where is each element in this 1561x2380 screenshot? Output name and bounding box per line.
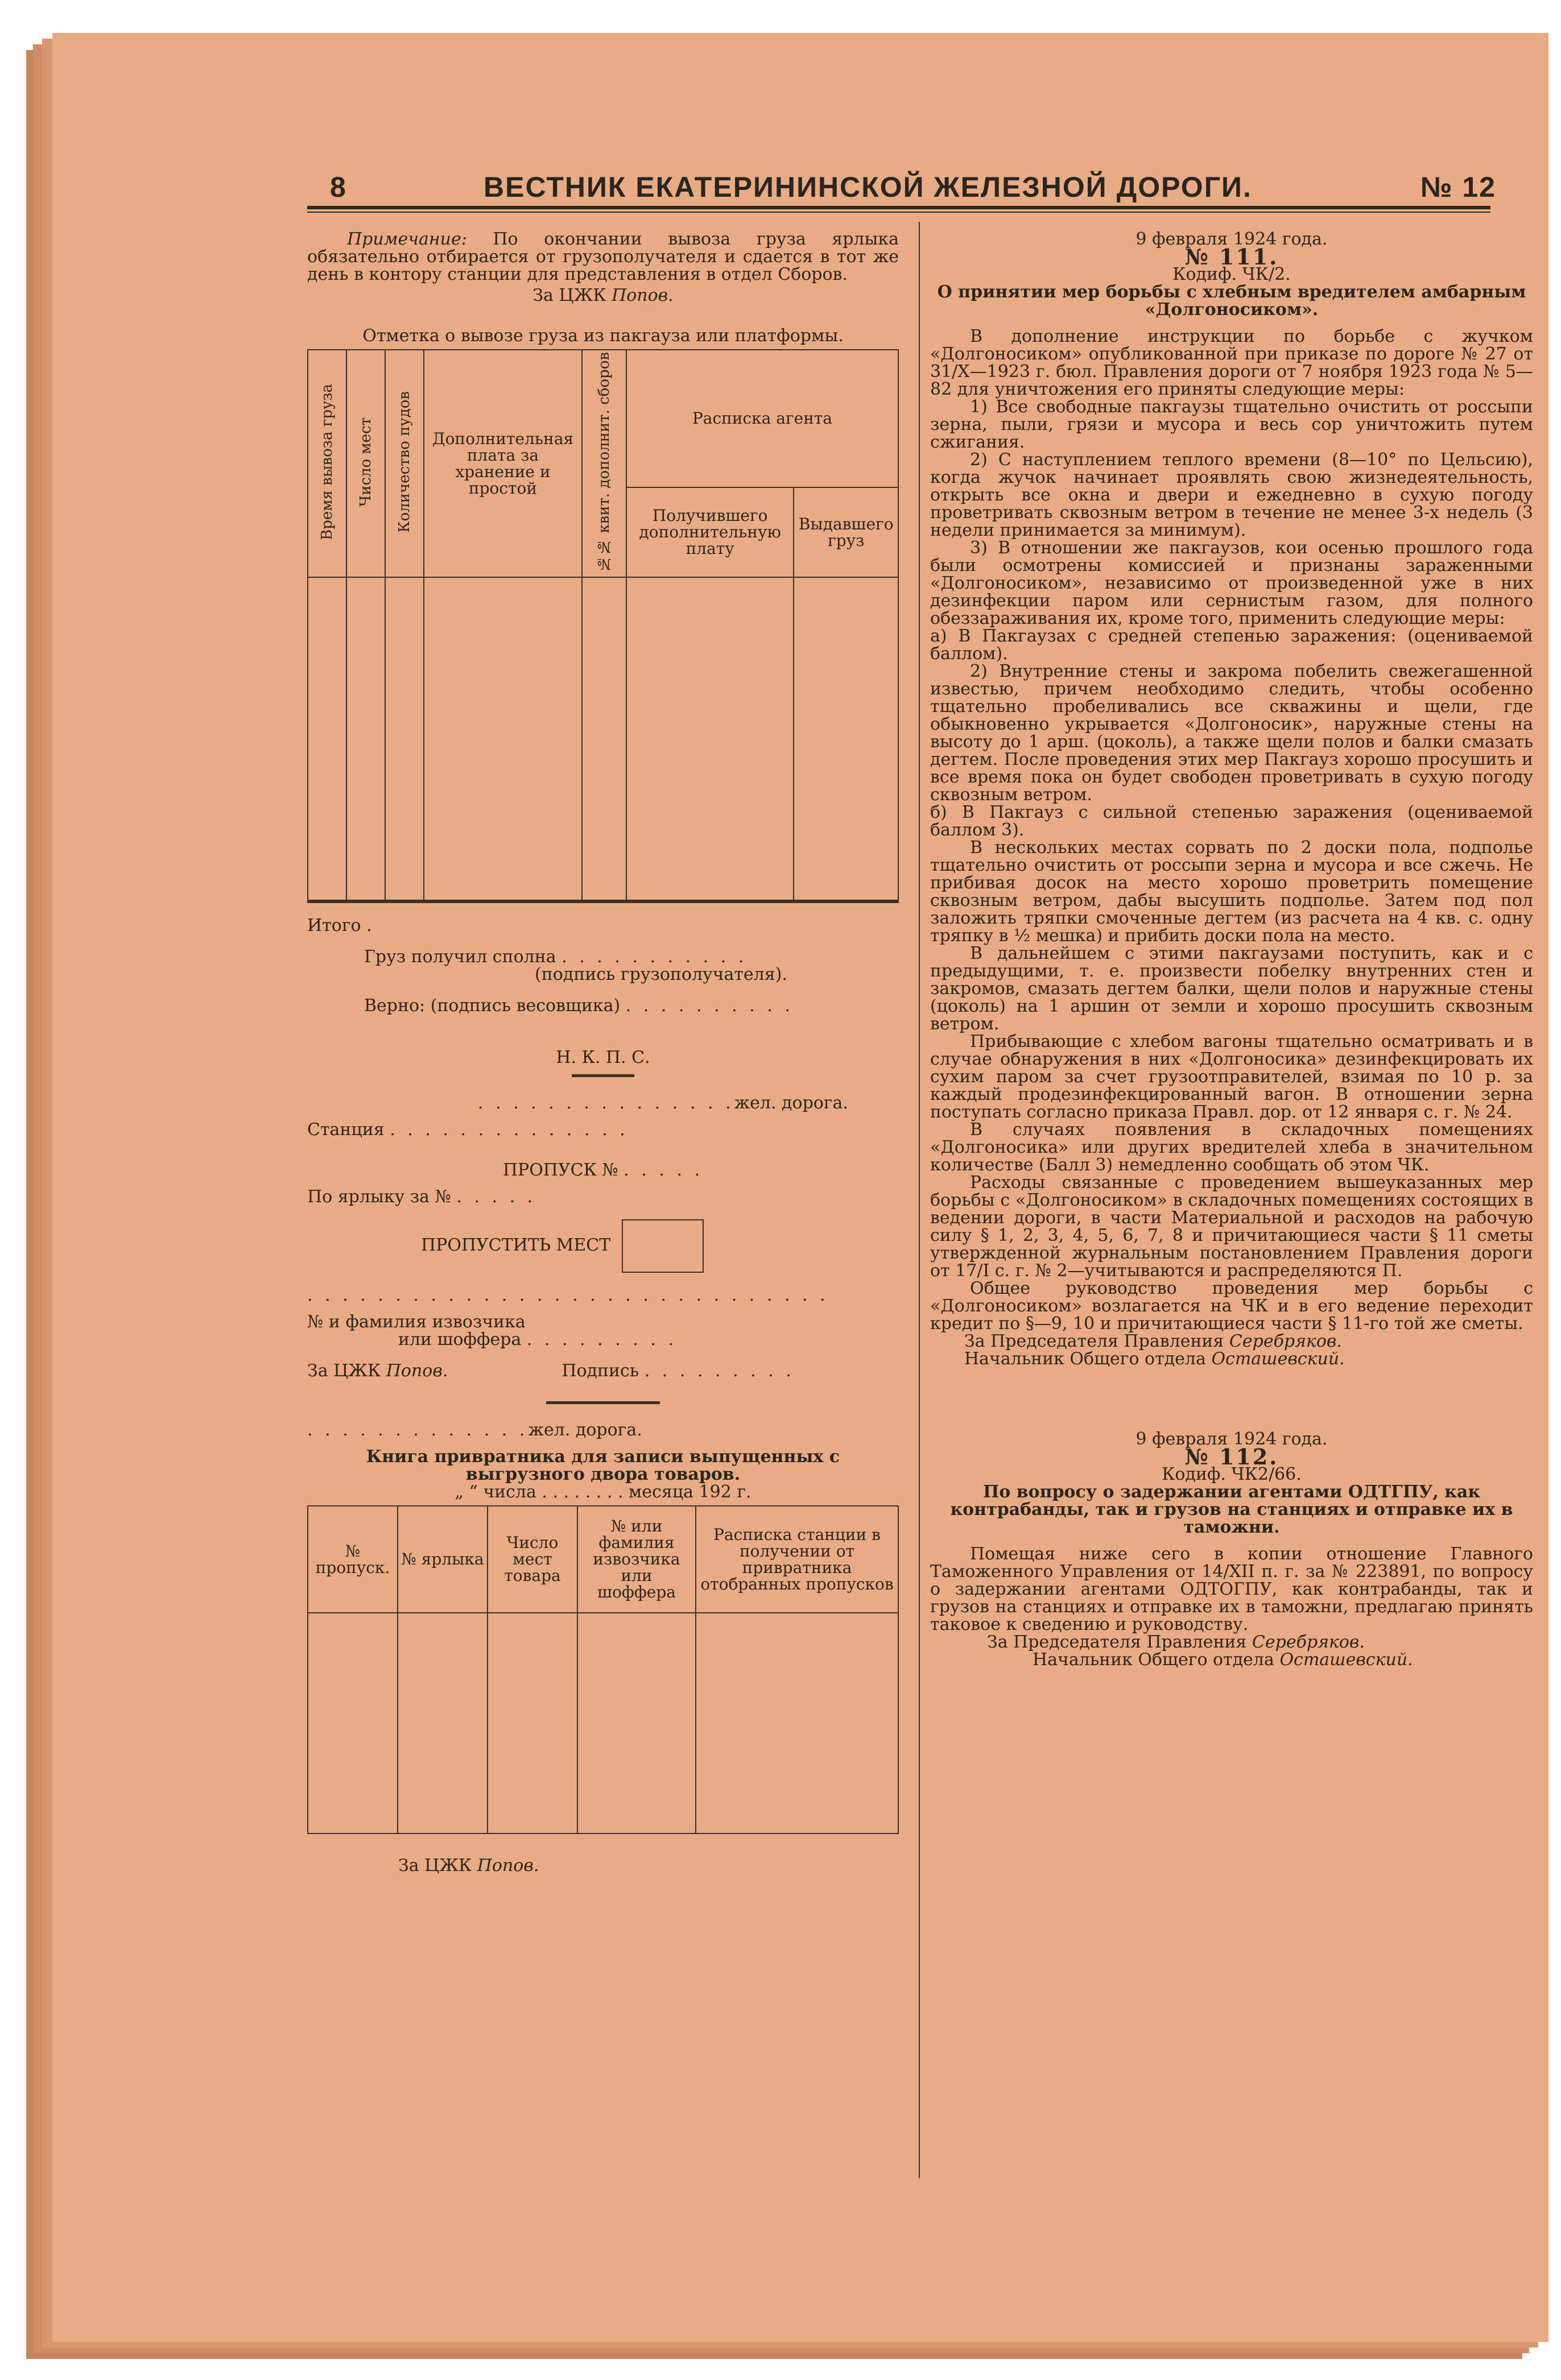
table2-col-station-receipt: Расписка станции в получении от привратника отобранных пропусков [696,1506,898,1613]
verno-text: Верно: (подпись весовщика) [364,995,621,1016]
table1-col-receipts: №№ квит. дополнит. сборов [595,352,613,572]
order-111-signature-1 [930,1332,1533,1350]
order-111-paragraph: В нескольких местах сорвать по 2 доски пола, подполье тщательно очистить от россыпи зерна и мусора и все сжечь. Не прибивая досок на место хорошо проветрить помещение сквозным ветром, дабы высушить подполье. Затем под пол заложить тряпки смоченные дегтем (из расчета на 4 кв. с. одну тряпку в ½ мешка) и прибить доски пола на место. [930,838,1533,946]
table1-col-extra-fee: Дополнительная плата за хранение и простой [424,350,582,577]
order-111-paragraph: Расходы связанные с проведением вышеуказанных мер борьбы с «Долгоносиком» в складочных помещениях состоящих в ведении дороги, в части Материальной и расходов на рабочую силу § 1, 2, 3, 4, 5, 6, 7, 8 и причитающиеся части § 11 сметы утвержденной журнальным постановлением Правления дороги от 17/I с. г. № 2—учитываются и распределяются П. [930,1173,1533,1281]
signature-name: Попов. [386,1360,448,1381]
table-row [308,1613,898,1833]
carter-line-2: или шоффера . . . . . . . . . [398,1329,678,1350]
railway-text-2: жел. дорога. [528,1419,642,1440]
railway-line: . . . . . . . . . . . . . . .жел. дорога. [478,1092,848,1113]
column-divider [919,222,920,2178]
table1-title: Отметка о вывозе груза из пакгауза или платформы. [362,326,844,346]
note-text: По окончании вывоза груза ярлыка обязательно отбирается от грузополучателя и сдается в тот же день в контору станции для представления в отдел Сборов. [307,229,899,284]
signature-prefix: Начальник Общего отдела [964,1349,1206,1369]
note-label: Примечание: [347,229,467,249]
header-rule [307,206,1490,213]
table1-col-issued-cargo: Выдавшего груз [794,487,898,577]
nkps-heading: Н. К. П. С. [556,1047,650,1067]
order-112-number: № 112. [1184,1444,1279,1470]
verno-line: Верно: (подпись весовщика) . . . . . . . . . . [364,995,794,1016]
order-111-codif: Кодиф. ЧК/2. [1172,264,1291,284]
order-111-paragraph: В дополнение инструкции по борьбе с жучком «Долгоносиком» опубликованной при приказе по дороге № 27 от 31/X—1923 г. бюл. Правления дороги от 7 ноября 1923 года № 5—82 для уничтожения его приняты следующие меры: [930,326,1533,399]
signature-name: Попов. [612,285,674,305]
pass-title-text: ПРОПУСК № [502,1160,618,1180]
carter-line-1: № и фамилия извозчика [307,1311,526,1332]
order-112-codif: Кодиф. ЧК2/66. [1162,1464,1302,1484]
signature-prefix: За Председателя Правления [964,1331,1224,1351]
order-111-paragraph: В случаях появления в складочных помещениях «Долгоносика» или других вредителей хлеба в значительном количестве (Балл 3) немедленно сообщать об этом ЧК. [930,1120,1533,1175]
itogo-text: Итого [307,915,361,936]
order-111-subsection-a: а) В Пакгаузах с средней степенью заражения: (оцениваемой баллом). [930,626,1533,664]
order-111-paragraph: Прибывающие с хлебом вагоны тщательно осматривать и в случае обнаружения в них «Долгоносика» дезинфекцировать их сухим паром за счет грузоотправителей, взимая по 10 р. за каждый продезинфекцированный вагон. В отношении зерна поступать согласно приказа Правл. дор. от 12 января с. г. № 24. [930,1032,1533,1122]
right-column [930,230,1533,1669]
issue-number: № 12 [1420,171,1496,203]
carter-line-2-text: или шоффера [398,1329,522,1350]
order-111-paragraph: 1) Все свободные пакгаузы тщательно очистить от россыпи зерна, пыли, грязи и мусора и весь сор уничтожить путем сжигания. [930,397,1533,452]
railway-text: жел. дорога. [734,1092,848,1113]
book-title: Книга привратника для записи выпущенных с выгрузного двора товаров. [366,1446,840,1484]
table1-col-received-fee: Получившего дополнительную плату [626,487,794,577]
order-111-paragraph: 2) С наступлением теплого времени (8—10° по Цельсию), когда жучок начинает проявлять свою жизнедеятельность, открыть все окна и двери и ежедневно в сухую погоду проветривать сквозным ветром в течение не менее 3-х недель (3 недели принимается за минимум). [930,450,1533,540]
order-111-paragraph: 2) Внутренние стены и закрома побелить свежегашенной известью, причем необходимо следить, чтобы особенно тщательно пробеливались все скважины и щели, где обыкновенно укрывается «Долгоносик», наружные стены на высоту до 1 арш. (цоколь), а также щели полов и балки смазать дегтем. После проведения этих мер Пакгауз хорошо просушить и все время пока он будет свободен проветривать в сухую погоду сквозным ветром. [930,661,1533,805]
table1-col-places: Число мест [357,417,374,507]
date-line: „ “ числа . . . . . . . . месяца 192 г. [455,1481,751,1502]
order-111-paragraph: Общее руководство проведения мер борьбы с «Долгоносиком» возлагается на ЧК и в его ведение переходит кредит по §—9, 10 и причитающиеся части § 11-го той же сметы. [930,1278,1533,1334]
signature-name: Осташевский. [1279,1650,1413,1670]
table1-col-time: Время вывоза груза [318,384,336,540]
table2-col-places: Число мест товара [488,1506,577,1613]
order-112-paragraph: Помещая ниже сего в копии отношение Главного Таможенного Управления от 14/XII п. г. за № 223891, по вопросу о задержании агентами ОДТОГПУ, как контрабанды, так и грузов на станциях и отправке их в таможни, предлагаю принять таковое к сведению и руководству. [930,1544,1533,1634]
table2-col-pass: № пропуск. [308,1506,398,1613]
signature-prefix: За ЦЖК [532,285,606,305]
itogo-label: Итого . [307,915,372,936]
order-112-signature-1 [930,1633,1533,1651]
signature-prefix: Начальник Общего отдела [1033,1650,1274,1670]
order-112-date: 9 февраля 1924 года. [1135,1429,1328,1449]
places-box [622,1219,704,1273]
signature-prefix: За ЦЖК [307,1360,381,1381]
signature-1 [307,287,899,304]
publication-title: ВЕСТНИК ЕКАТЕРИНИНСКОЙ ЖЕЛЕЗНОЙ ДОРОГИ. [484,171,1252,203]
table1-col-agent-receipt: Расписка агента [626,350,898,487]
signature-name: Серебряков. [1229,1331,1342,1351]
signature-prefix: За Председателя Правления [987,1632,1247,1652]
consignee-signature: (подпись грузополучателя). [535,964,787,984]
railway-line-2: . . . . . . . . . . . . .жел. дорога. [307,1419,642,1440]
gatekeeper-book-table [307,1505,899,1834]
cargo-received-line: Груз получил сполна . . . . . . . . . . . [364,946,748,967]
short-rule [572,1074,634,1077]
order-111-date: 9 февраля 1924 года. [1135,229,1328,249]
cargo-removal-table [307,349,899,903]
signature-name: Попов. [477,1855,539,1876]
table2-col-carter: № или фамилия извозчика или шоффера [577,1506,696,1613]
podpis-label: Подпись [561,1360,639,1381]
signature-3 [307,1857,899,1874]
order-111-title: О принятии мер борьбы с хлебным вредителем амбарным «Долгоносиком». [937,282,1526,320]
station-line: Станция . . . . . . . . . . . . . . [307,1119,629,1140]
by-label-text: По ярлыку за № [307,1186,451,1207]
signature-name: Серебряков. [1252,1632,1365,1652]
order-111-subsection-b: б) В Пакгауз с сильной степенью заражения (оцениваемой баллом 3). [930,802,1533,840]
table2-col-label: № ярлыка [398,1506,488,1613]
signature-2-line: За ЦЖК Попов. Подпись . . . . . . . . . [307,1360,795,1381]
page-header [319,171,1508,205]
order-112-title: По вопросу о задержании агентами ОДТГПУ, как контрабанды, так и грузов на станциях и отправке их в таможни. [950,1482,1513,1537]
left-column [307,230,899,1874]
order-111-paragraph: 3) В отношении же пакгаузов, кои осенью прошлого года были осмотрены комиссией и признаны зараженными «Долгоносиком», независимо от произведенной уже в них дезинфекции паром или сернистым газом, для полного обеззараживания их, кроме того, применить следующие меры: [930,538,1533,628]
signature-prefix: За ЦЖК [398,1855,472,1876]
note-paragraph [307,230,899,283]
let-through-text: ПРОПУСТИТЬ МЕСТ [421,1235,611,1255]
by-label-line: По ярлыку за № . . . . . [307,1186,536,1207]
let-through-line [307,1219,899,1273]
signature-name: Осташевский. [1211,1349,1345,1369]
page-number: 8 [330,171,347,203]
table1-col-poods: Количество пудов [395,391,413,533]
order-111-paragraph: В дальнейшем с этими пакгаузами поступить, как и с предыдущими, т. е. произвести побелку внутренних стен и закромов, смазать дегтем балки, щели полов и наружные стены (цоколь) на 1 аршин от земли и хорошо просушить сквозным ветром. [930,943,1533,1034]
table-row [308,577,898,901]
dotted-line: . . . . . . . . . . . . . . . . . . . . . . . . . . . . . . [307,1285,829,1305]
section-rule [546,1401,660,1404]
station-label: Станция [307,1119,385,1140]
cargo-received-text: Груз получил сполна [364,946,556,967]
order-111-number: № 111. [1184,244,1279,270]
pass-title: ПРОПУСК № . . . . . [502,1160,704,1180]
order-112-signature-2 [930,1651,1533,1669]
order-111-signature-2 [930,1350,1533,1368]
